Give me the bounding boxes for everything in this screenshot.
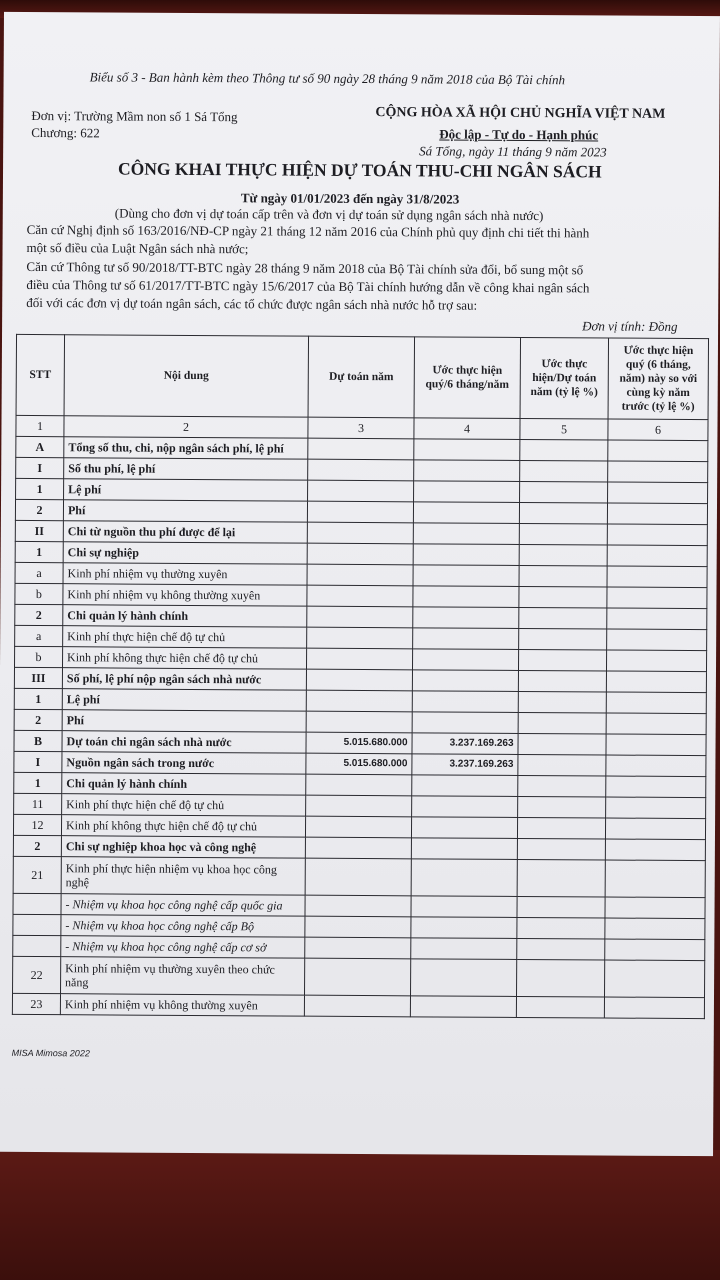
row-annual-estimate — [306, 774, 412, 796]
row-ratio-prior — [606, 755, 706, 777]
row-ratio-prior — [605, 897, 705, 919]
budget-table — [12, 334, 709, 1019]
row-estimated-6m — [413, 502, 519, 524]
row-ratio-prior — [608, 461, 708, 483]
row-ratio-estimate — [518, 754, 606, 776]
row-stt: 2 — [15, 499, 63, 520]
row-ratio-estimate — [519, 586, 607, 608]
row-ratio-prior — [607, 524, 707, 546]
row-estimated-6m — [412, 670, 518, 692]
row-stt: a — [15, 625, 63, 646]
row-content: Kinh phí thực hiện chế độ tự chủ — [63, 626, 307, 648]
form-note: Biểu số 3 - Ban hành kèm theo Thông tư số 90 ngày 28 tháng 9 năm 2018 của Bộ Tài chính — [89, 69, 566, 88]
row-ratio-estimate — [518, 796, 606, 818]
row-annual-estimate — [307, 585, 413, 607]
header-annual-estimate: Dự toán năm — [308, 336, 414, 418]
row-content: Chi sự nghiệp khoa học và công nghệ — [61, 836, 305, 858]
page-title: CÔNG KHAI THỰC HIỆN DỰ TOÁN THU-CHI NGÂN SÁCH — [117, 158, 602, 182]
row-stt: 12 — [13, 814, 61, 835]
basis-2-line-2: điều của Thông tư số 61/2017/TT-BTC ngày 15/6/2017 của Bộ Tài chính hướng dẫn về công khai ngân sách — [26, 276, 590, 296]
row-ratio-estimate — [518, 691, 606, 713]
column-index: 2 — [64, 416, 308, 438]
row-content: Kinh phí nhiệm vụ thường xuyên theo chức năng — [61, 957, 305, 995]
row-ratio-estimate — [518, 712, 606, 734]
row-annual-estimate — [305, 816, 411, 838]
row-ratio-prior — [607, 629, 707, 651]
row-stt: a — [15, 562, 63, 583]
row-content: Chi quản lý hành chính — [62, 773, 306, 795]
basis-2-line-3: đối với các đơn vị dự toán ngân sách, các tổ chức được ngân sách nhà nước hỗ trợ sau: — [26, 294, 478, 313]
row-ratio-prior — [608, 440, 708, 462]
column-index: 4 — [414, 418, 520, 440]
row-ratio-estimate — [517, 817, 605, 839]
row-estimated-6m — [413, 628, 519, 650]
row-estimated-6m — [413, 586, 519, 608]
row-ratio-estimate — [520, 439, 608, 461]
motto: Độc lập - Tự do - Hạnh phúc — [439, 126, 599, 143]
basis-2-line-1: Căn cứ Thông tư số 90/2018/TT-BTC ngày 28 tháng 9 năm 2018 của Bộ Tài chính sửa đổi, bổ sung một số — [26, 258, 584, 278]
table-row — [13, 856, 705, 897]
row-annual-estimate — [305, 858, 411, 896]
document-page — [0, 12, 720, 1156]
row-ratio-prior — [604, 997, 704, 1019]
row-estimated-6m — [411, 896, 517, 918]
row-content: Kinh phí nhiệm vụ không thường xuyên — [63, 584, 307, 606]
column-index: 5 — [520, 418, 608, 440]
row-content: - Nhiệm vụ khoa học công nghệ cấp quốc gia — [61, 894, 305, 916]
row-ratio-estimate — [519, 628, 607, 650]
row-estimated-6m — [412, 691, 518, 713]
row-ratio-prior — [607, 587, 707, 609]
column-index: 1 — [16, 415, 64, 436]
row-ratio-prior — [605, 918, 705, 940]
row-stt: 1 — [15, 541, 63, 562]
row-annual-estimate — [306, 711, 412, 733]
row-estimated-6m — [412, 796, 518, 818]
row-ratio-estimate — [519, 565, 607, 587]
row-ratio-prior — [606, 797, 706, 819]
row-stt: b — [15, 646, 63, 667]
row-estimated-6m: 3.237.169.263 — [412, 733, 518, 755]
row-stt: 2 — [15, 604, 63, 625]
row-annual-estimate — [308, 459, 414, 481]
row-content: Kinh phí không thực hiện chế độ tự chủ — [63, 647, 307, 669]
row-ratio-prior — [606, 713, 706, 735]
row-stt: III — [14, 667, 62, 688]
row-stt: 11 — [14, 793, 62, 814]
row-content: Chi sự nghiệp — [63, 542, 307, 564]
row-ratio-estimate — [517, 959, 605, 997]
row-ratio-estimate — [516, 996, 604, 1018]
row-stt: 2 — [14, 709, 62, 730]
header-ratio-estimate: Ước thực hiện/Dự toán năm (tỷ lệ %) — [520, 337, 608, 419]
row-ratio-prior — [605, 818, 705, 840]
table-header-row — [16, 334, 708, 419]
place-date: Sá Tổng, ngày 11 tháng 9 năm 2023 — [419, 143, 607, 160]
column-index: 6 — [608, 419, 708, 441]
row-estimated-6m — [412, 775, 518, 797]
row-annual-estimate: 5.015.680.000 — [306, 753, 412, 775]
row-ratio-prior — [606, 671, 706, 693]
row-annual-estimate: 5.015.680.000 — [306, 732, 412, 754]
row-ratio-prior — [606, 650, 706, 672]
row-content: Kinh phí không thực hiện chế độ tự chủ — [61, 815, 305, 837]
row-stt: B — [14, 730, 62, 751]
row-estimated-6m — [412, 712, 518, 734]
header-ratio-prior: Ước thực hiện quý (6 tháng, năm) này so với cùng kỳ năm trước (tỷ lệ %) — [608, 338, 708, 420]
row-content: - Nhiệm vụ khoa học công nghệ cấp Bộ — [61, 915, 305, 937]
row-annual-estimate — [304, 995, 410, 1017]
row-stt: b — [15, 583, 63, 604]
row-stt — [13, 914, 61, 935]
chapter-line: Chương: 622 — [31, 124, 100, 141]
row-annual-estimate — [306, 648, 412, 670]
row-estimated-6m — [412, 649, 518, 671]
row-ratio-estimate — [517, 859, 605, 897]
row-estimated-6m — [413, 607, 519, 629]
row-content: - Nhiệm vụ khoa học công nghệ cấp cơ sở — [61, 936, 305, 958]
row-ratio-prior — [604, 960, 704, 998]
row-content: Kinh phí thực hiện nhiệm vụ khoa học công nghệ — [61, 857, 305, 895]
row-estimated-6m — [411, 817, 517, 839]
row-annual-estimate — [305, 837, 411, 859]
row-stt: 2 — [13, 835, 61, 856]
republic-heading: CỘNG HÒA XÃ HỘI CHỦ NGHĨA VIỆT NAM — [375, 105, 666, 122]
row-estimated-6m: 3.237.169.263 — [412, 754, 518, 776]
row-annual-estimate — [308, 480, 414, 502]
row-ratio-prior — [606, 692, 706, 714]
row-annual-estimate — [307, 501, 413, 523]
header-stt: STT — [16, 334, 64, 415]
row-content: Kinh phí thực hiện chế độ tự chủ — [62, 794, 306, 816]
row-annual-estimate — [305, 916, 411, 938]
basis-1-line-1: Căn cứ Nghị định số 163/2016/NĐ-CP ngày 21 tháng 12 năm 2016 của Chính phủ quy định chi tiết thi hành — [26, 221, 590, 241]
table-row — [12, 993, 704, 1018]
currency-unit: Đơn vị tính: Đồng — [582, 318, 678, 334]
row-ratio-estimate — [518, 649, 606, 671]
row-annual-estimate — [307, 606, 413, 628]
header-estimated-6m: Ước thực hiện quý/6 tháng/năm — [414, 337, 520, 419]
row-ratio-prior — [605, 939, 705, 961]
row-estimated-6m — [413, 565, 519, 587]
row-ratio-estimate — [517, 938, 605, 960]
row-content: Chi quản lý hành chính — [63, 605, 307, 627]
row-annual-estimate — [305, 958, 411, 996]
row-annual-estimate — [306, 795, 412, 817]
row-content: Kinh phí nhiệm vụ thường xuyên — [63, 563, 307, 585]
row-ratio-prior — [607, 503, 707, 525]
row-content: Số thu phí, lệ phí — [64, 458, 308, 480]
row-stt: 21 — [13, 856, 61, 893]
row-ratio-estimate — [517, 838, 605, 860]
row-content: Phí — [63, 500, 307, 522]
row-stt: 1 — [16, 478, 64, 499]
row-ratio-estimate — [519, 544, 607, 566]
row-ratio-estimate — [517, 896, 605, 918]
row-stt: 1 — [14, 772, 62, 793]
row-annual-estimate — [305, 895, 411, 917]
row-annual-estimate — [306, 690, 412, 712]
row-annual-estimate — [308, 438, 414, 460]
row-ratio-estimate — [519, 502, 607, 524]
row-content: Lệ phí — [64, 479, 308, 501]
column-index: 3 — [308, 417, 414, 439]
row-content: Nguồn ngân sách trong nước — [62, 752, 306, 774]
row-estimated-6m — [411, 917, 517, 939]
row-estimated-6m — [413, 544, 519, 566]
row-stt: I — [14, 751, 62, 772]
row-content: Phí — [62, 710, 306, 732]
row-content: Số phí, lệ phí nộp ngân sách nhà nước — [62, 668, 306, 690]
row-stt — [13, 893, 61, 914]
row-annual-estimate — [307, 543, 413, 565]
row-stt: I — [16, 457, 64, 478]
row-ratio-prior — [607, 545, 707, 567]
row-ratio-prior — [608, 482, 708, 504]
row-ratio-estimate — [518, 733, 606, 755]
row-annual-estimate — [305, 937, 411, 959]
row-stt: 1 — [14, 688, 62, 709]
basis-1-line-2: một số điều của Luật Ngân sách nhà nước; — [26, 239, 249, 257]
row-stt: 23 — [12, 993, 60, 1014]
row-estimated-6m — [414, 460, 520, 482]
row-ratio-estimate — [520, 481, 608, 503]
row-ratio-prior — [606, 734, 706, 756]
row-content: Kinh phí nhiệm vụ không thường xuyên — [60, 994, 304, 1016]
header-content: Nội dung — [64, 335, 308, 417]
usage-note: (Dùng cho đơn vị dự toán cấp trên và đơn vị dự toán sử dụng ngân sách nhà nước) — [114, 205, 544, 224]
row-stt — [13, 935, 61, 956]
row-estimated-6m — [414, 481, 520, 503]
row-stt: 22 — [13, 956, 61, 993]
row-content: Tổng số thu, chi, nộp ngân sách phí, lệ phí — [64, 437, 308, 459]
row-stt: A — [16, 436, 64, 457]
row-ratio-prior — [605, 860, 705, 898]
row-ratio-estimate — [518, 775, 606, 797]
row-estimated-6m — [411, 938, 517, 960]
row-estimated-6m — [410, 996, 516, 1018]
row-ratio-estimate — [519, 523, 607, 545]
row-ratio-prior — [605, 839, 705, 861]
row-estimated-6m — [411, 959, 517, 997]
row-ratio-prior — [607, 608, 707, 630]
row-annual-estimate — [307, 564, 413, 586]
row-ratio-estimate — [517, 917, 605, 939]
row-estimated-6m — [414, 439, 520, 461]
row-annual-estimate — [307, 627, 413, 649]
row-ratio-estimate — [519, 607, 607, 629]
row-estimated-6m — [411, 838, 517, 860]
row-ratio-estimate — [520, 460, 608, 482]
unit-line: Đơn vị: Trường Mầm non số 1 Sá Tổng — [31, 107, 238, 125]
background-bottom — [0, 1150, 720, 1280]
row-estimated-6m — [413, 523, 519, 545]
row-annual-estimate — [306, 669, 412, 691]
row-estimated-6m — [411, 859, 517, 897]
row-content: Chi từ nguồn thu phí được để lại — [63, 521, 307, 543]
software-footer: MISA Mimosa 2022 — [11, 1047, 90, 1059]
row-annual-estimate — [307, 522, 413, 544]
row-stt: II — [15, 520, 63, 541]
row-ratio-prior — [607, 566, 707, 588]
row-content: Dự toán chi ngân sách nhà nước — [62, 731, 306, 753]
row-ratio-prior — [606, 776, 706, 798]
row-content: Lệ phí — [62, 689, 306, 711]
period: Từ ngày 01/01/2023 đến ngày 31/8/2023 — [240, 190, 460, 207]
table-row — [13, 956, 705, 997]
row-ratio-estimate — [518, 670, 606, 692]
